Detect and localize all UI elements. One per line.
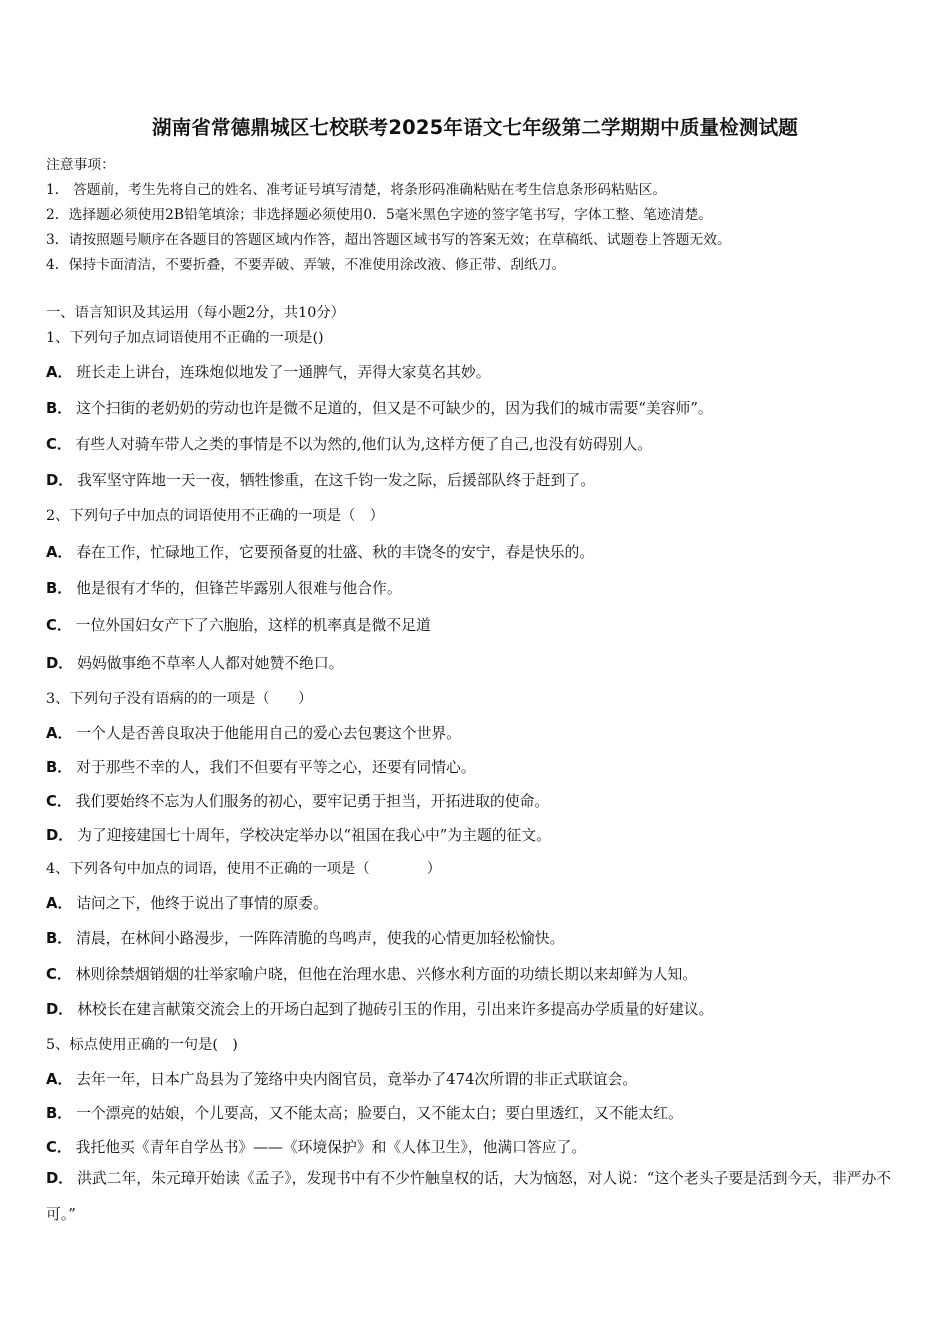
option-text: 一个人是否善良取决于他能用自己的爱心去包裹这个世界。 [76,725,461,742]
option-letter: C． [46,617,72,634]
option-c [46,614,431,635]
option-letter: B． [46,930,73,947]
option-text: 去年一年，日本广岛县为了笼络中央内阁官员，竟举办了474次所谓的非正式联谊会。 [76,1071,638,1088]
option-text: 我军坚守阵地一天一夜，牺牲惨重，在这千钧一发之际，后援部队终于赶到了。 [77,472,595,489]
option-letter: D． [46,827,74,844]
option-letter: B． [46,400,73,417]
option-b [46,927,564,948]
option-b [46,756,476,777]
option-text: 为了迎接建国七十周年，学校决定举办以“祖国在我心中”为主题的征文。 [77,827,551,844]
notice-item: 2．选择题必须使用2B铅笔填涂；非选择题必须使用0．5毫米黑色字迹的签字笔书写，字体工整、笔迹清楚。 [46,207,713,223]
option-a [46,722,461,743]
option-d [46,824,551,845]
option-b [46,397,713,418]
option-text: 我托他买《青年自学丛书》——《环境保护》和《人体卫生》，他满口答应了。 [75,1139,587,1156]
option-text: 有些人对骑车带人之类的事情是不以为然的,他们认为,这样方便了自己,也没有妨碍别人。 [75,436,653,453]
option-letter: B． [46,580,73,597]
question-stem: 4、下列各句中加点的词语，使用不正确的一项是（ ） [46,861,442,877]
notice-heading: 注意事项： [46,157,115,173]
option-letter: D． [46,1170,74,1187]
option-letter: C． [46,436,72,453]
option-text: 我们要始终不忘为人们服务的初心，要牢记勇于担当，开拓进取的使命。 [75,793,550,810]
question-stem: 5、标点使用正确的一句是( ) [46,1037,238,1053]
question-stem: 1、下列句子加点词语使用不正确的一项是() [46,330,324,346]
section-heading: 一、语言知识及其运用（每小题2分，共10分） [46,305,345,321]
option-text: 春在工作，忙碌地工作，它要预备夏的壮盛、秋的丰饶冬的安宁，春是快乐的。 [76,544,595,561]
option-c [46,1136,586,1157]
option-c [46,963,697,984]
option-text: 清晨，在林间小路漫步，一阵阵清脆的鸟鸣声，使我的心情更加轻松愉快。 [76,930,565,947]
option-text: 一个漂亮的姑娘，个儿要高，又不能太高；脸要白，又不能太白；要白里透红，又不能太红。 [76,1105,683,1122]
notice-item: 4．保持卡面清洁，不要折叠，不要弄破、弄皱，不准使用涂改液、修正带、刮纸刀。 [46,257,566,273]
option-d [46,1161,908,1233]
notice-item: 3．请按照题号顺序在各题目的答题区域内作答，超出答题区域书写的答案无效；在草稿纸、试题卷上答题无效。 [46,232,731,248]
option-letter: A． [46,544,73,561]
option-d [46,998,713,1019]
option-d [46,652,343,673]
option-letter: A． [46,725,73,742]
page-title: 湖南省常德鼎城区七校联考2025年语文七年级第二学期期中质量检测试题 [151,116,799,139]
option-text: 林则徐禁烟销烟的壮举家喻户晓，但他在治理水患、兴修水利方面的功绩长期以来却鲜为人知。 [75,966,698,983]
option-c [46,790,549,811]
notice-item: 1． 答题前，考生先将自己的姓名、准考证号填写清楚，将条形码准确粘贴在考生信息条形码粘贴区。 [46,182,667,198]
option-letter: D． [46,655,74,672]
option-letter: C． [46,793,72,810]
option-letter: C． [46,1139,72,1156]
option-letter: A． [46,364,73,381]
option-a [46,361,491,382]
option-text: 洪武二年，朱元璋开始读《孟子》，发现书中有不少忤触皇权的话，大为恼怒，对人说：“这个老头子要是活到今天，非严办不可。” [46,1170,892,1223]
question-stem: 3、下列句子没有语病的的一项是（ ） [46,691,313,707]
option-text: 林校长在建言献策交流会上的开场白起到了抛砖引玉的作用，引出来许多提高办学质量的好建议。 [77,1001,714,1018]
option-letter: A． [46,1071,73,1088]
option-letter: D． [46,472,74,489]
option-letter: C． [46,966,72,983]
option-b [46,577,402,598]
option-c [46,433,652,454]
question-stem: 2、下列句子中加点的词语使用不正确的一项是（ ） [46,508,384,524]
option-a [46,541,594,562]
option-d [46,469,595,490]
option-letter: D． [46,1001,74,1018]
option-a [46,1068,637,1089]
option-b [46,1102,683,1123]
option-letter: A． [46,895,73,912]
option-text: 对于那些不幸的人，我们不但要有平等之心，还要有同情心。 [76,759,476,776]
option-letter: B． [46,1105,73,1122]
option-text: 班长走上讲台，连珠炮似地发了一通脾气，弄得大家莫名其妙。 [76,364,491,381]
option-text: 妈妈做事绝不草率人人都对她赞不绝口。 [77,655,344,672]
option-text: 一位外国妇女产下了六胞胎，这样的机率真是微不足道 [75,617,431,634]
option-text: 这个扫街的老奶奶的劳动也许是微不足道的，但又是不可缺少的，因为我们的城市需要“美容师”。 [76,400,713,417]
option-text: 诘问之下，他终于说出了事情的原委。 [76,895,328,912]
option-text: 他是很有才华的，但锋芒毕露别人很难与他合作。 [76,580,402,597]
option-a [46,892,328,913]
option-letter: B． [46,759,73,776]
